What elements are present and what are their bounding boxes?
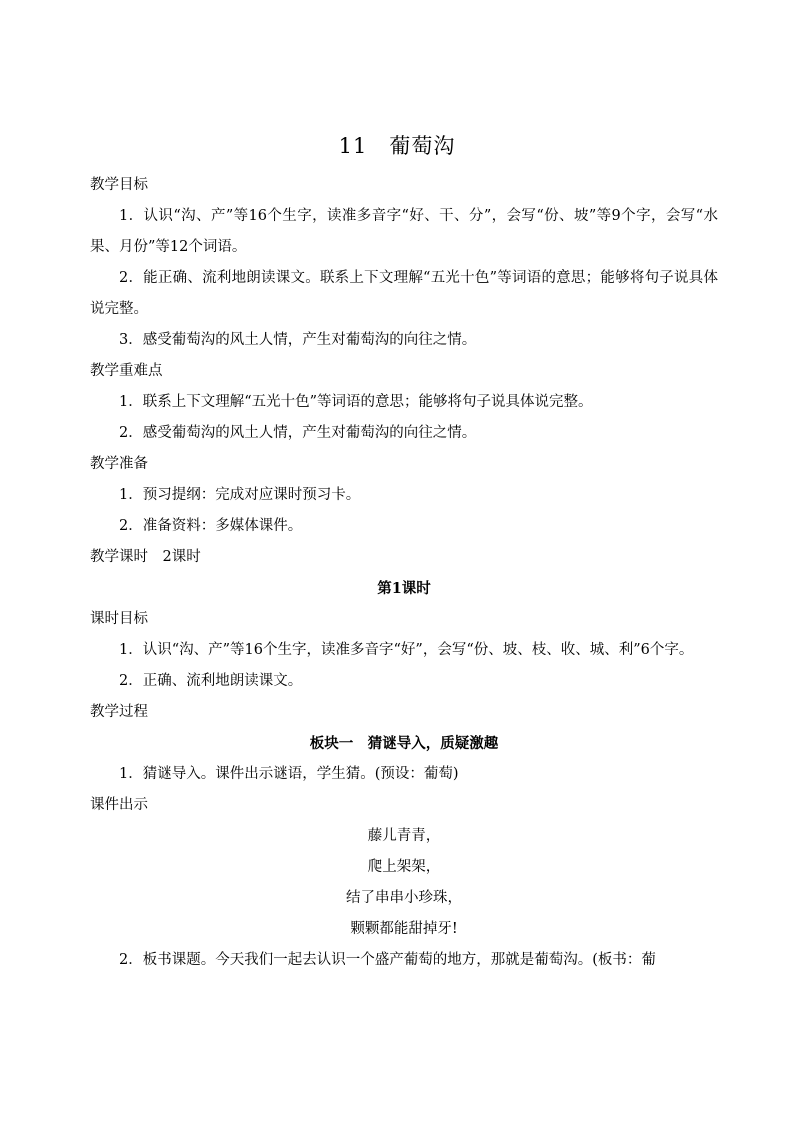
key-points-heading: 教学重难点 bbox=[90, 363, 163, 379]
page-title: 11 葡萄沟 bbox=[338, 134, 456, 158]
lesson-1-heading: 第1课时 bbox=[377, 580, 431, 597]
courseware-heading: 课件出示 bbox=[90, 797, 148, 813]
block-1-heading: 板块一 猜谜导入，质疑激趣 bbox=[309, 735, 499, 752]
process-heading: 教学过程 bbox=[90, 704, 148, 720]
process-step-1: 1．猜谜导入。课件出示谜语，学生猜。(预设：葡萄) bbox=[119, 766, 459, 782]
teaching-hours: 教学课时 2课时 bbox=[90, 549, 201, 565]
document-body bbox=[90, 170, 718, 976]
process-step-2: 2．板书课题。今天我们一起去认识一个盛产葡萄的地方，那就是葡萄沟。(板书：葡 bbox=[119, 952, 656, 968]
goal-item-1: 1．认识“沟、产”等16个生字，读准多音字“好、干、分”，会写“份、坡”等9个字，会写“水果、月份”等12个词语。 bbox=[90, 208, 718, 255]
goal-item-2: 2．能正确、流利地朗读课文。联系上下文理解“五光十色”等词语的意思；能够将句子说具体说完整。 bbox=[90, 270, 718, 317]
preparation-item-2: 2．准备资料：多媒体课件。 bbox=[119, 518, 303, 534]
riddle-line: 爬上架架， bbox=[367, 859, 441, 875]
riddle-line: 颗颗都能甜掉牙! bbox=[350, 921, 458, 937]
goal-item-3: 3．感受葡萄沟的风土人情，产生对葡萄沟的向往之情。 bbox=[119, 332, 477, 348]
key-point-1: 1．联系上下文理解“五光十色”等词语的意思；能够将句子说具体说完整。 bbox=[119, 394, 593, 410]
lesson-goals-heading: 课时目标 bbox=[90, 611, 148, 627]
lesson-goal-1: 1．认识“沟、产”等16个生字，读准多音字“好”，会写“份、坡、枝、收、城、利”6个字。 bbox=[119, 642, 694, 658]
riddle-line: 藤儿青青， bbox=[367, 828, 441, 844]
lesson-goal-2: 2．正确、流利地朗读课文。 bbox=[119, 673, 303, 689]
key-point-2: 2．感受葡萄沟的风土人情，产生对葡萄沟的向往之情。 bbox=[119, 425, 477, 441]
goals-heading: 教学目标 bbox=[90, 177, 148, 193]
preparation-item-1: 1．预习提纲：完成对应课时预习卡。 bbox=[119, 487, 361, 503]
riddle-line: 结了串串小珍珠， bbox=[346, 890, 462, 906]
preparation-heading: 教学准备 bbox=[90, 456, 148, 472]
